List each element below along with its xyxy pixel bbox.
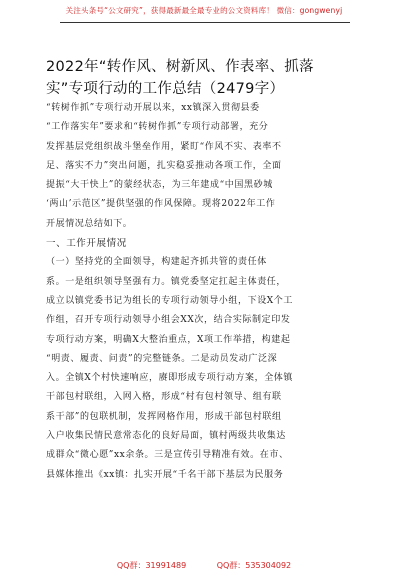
section-line: 系干部”的包联机制，发挥网格作用，形成干部包村联组 (46, 411, 282, 422)
body-line: 发挥基层党组织战斗堡垒作用，紧盯“作风不实、表率不 (46, 141, 282, 152)
footer-qq-group-right: QQ群：535304092 (216, 561, 292, 570)
body-line: ‘两山’示范区”提供坚强的作风保障。现将2022年工作 (46, 199, 276, 210)
document-title (46, 56, 366, 100)
body-line: 足、落实不力”突出问题，扎实稳妥推动各项工作，全面 (46, 160, 282, 171)
body-line: “工作落实年”要求和“转树作抓”专项行动部署，充分 (46, 122, 269, 133)
title-line: 2022年“转作风、树新风、作表率、抓落 (46, 59, 314, 75)
body-line: “转树作抓”专项行动开展以来，xx镇深入贯彻县委 (46, 103, 260, 113)
header-divider (60, 22, 350, 23)
body-line: 提振“大干快上”的蒙经状态，为三年建成“中国黑砂城 (46, 180, 273, 191)
footer-contact (0, 560, 408, 571)
body-line: 开展情况总结如下。 (46, 218, 133, 229)
section-line: 系。一是组织领导坚强有力。镇党委坚定扛起主体责任， (46, 276, 287, 287)
section-line: 干部包村联组，入网入格，形成“村有包村领导、组有联 (46, 392, 282, 403)
footer-qq-group-left: QQ群：31991489 (116, 561, 187, 570)
section-heading: 一、工作开展情况 (46, 238, 127, 250)
section-line: 入。全镇X个村快速响应，赓即形成专项行动方案，全体镇 (46, 373, 294, 384)
section-line: 作组，召开专项行动领导小组会XX次，结合实际制定印发 (46, 315, 291, 326)
section-line: 入户收集民情民意常态化的良好局面，镇村两级共收集达 (46, 431, 287, 442)
title-line: 实”专项行动的工作总结（2479字） (46, 81, 285, 97)
header-banner: 关注头条号“公文研究”，获得最新最全最专业的公文资料库！ 微信：gongwenyj (65, 6, 343, 15)
section-line: 成群众“微心愿”xx余条。三是宣传引导精准有效。在市、 (46, 450, 289, 461)
section-line: 成立以镇党委书记为组长的专项行动领导小组，下设X个工 (46, 295, 294, 306)
section-line: “明责、履责、问责”的完整链条。二是动员发动广泛深 (46, 353, 278, 364)
section-line: （一）坚持党的全面领导，构建起齐抓共管的责任体 (46, 257, 267, 268)
section-line: 专项行动方案，明确X大整治重点，X项工作举措，构建起 (46, 334, 291, 345)
section-line: 县媒体推出《xx镇：扎实开展“千名干部下基层为民服务 (46, 469, 284, 480)
document-body (46, 99, 360, 485)
